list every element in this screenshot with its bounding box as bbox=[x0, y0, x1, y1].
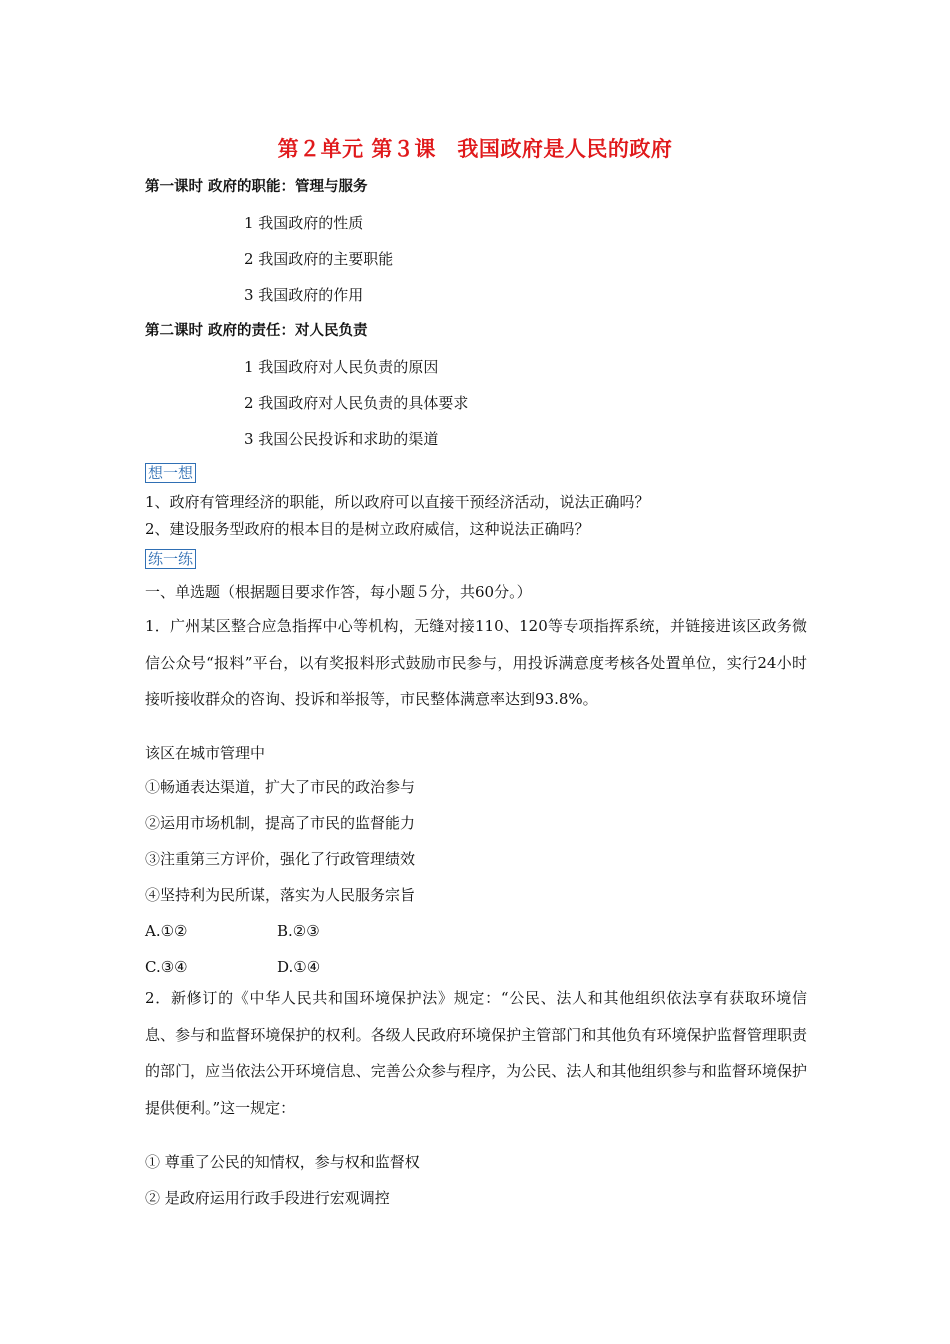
page-title: 第２单元 第３课 我国政府是人民的政府 bbox=[277, 137, 673, 161]
think-label: 想一想 bbox=[145, 463, 196, 483]
lesson1-heading: 第一课时 政府的职能：管理与服务 bbox=[145, 179, 368, 195]
question-1-option-d: D.①④ bbox=[277, 958, 321, 976]
practice-label: 练一练 bbox=[145, 549, 196, 569]
section-heading: 一、单选题（根据题目要求作答，每小题５分，共60分。） bbox=[145, 583, 532, 601]
lesson2-item: 3 我国公民投诉和求助的渠道 bbox=[244, 430, 439, 448]
question-1-option-a: A.①② bbox=[145, 922, 188, 940]
question-1-stem: 1．广州某区整合应急指挥中心等机构，无缝对接110、120等专项指挥系统，并链接进该区政务微信公众号“报料”平台，以有奖报料形式鼓励市民参与，用投诉满意度考核各处置单位，实行24小时接听接收群众的咨询、投诉和举报等，市民整体满意率达到93.8%。 bbox=[145, 617, 807, 708]
question-1-statement: ③注重第三方评价，强化了行政管理绩效 bbox=[145, 850, 416, 868]
question-2-statement: ② 是政府运用行政手段进行宏观调控 bbox=[145, 1189, 390, 1207]
question-2-stem: 2．新修订的《中华人民共和国环境保护法》规定：“公民、法人和其他组织依法享有获取环境信息、参与和监督环境保护的权利。各级人民政府环境保护主管部门和其他负有环境保护监督管理职责的部门，应当依法公开环境信息、完善公众参与程序，为公民、法人和其他组织参与和监督环境保护提供便利。”这一规定： bbox=[145, 989, 807, 1117]
question-1-lead: 该区在城市管理中 bbox=[145, 744, 266, 762]
question-1-statement: ④坚持利为民所谋，落实为人民服务宗旨 bbox=[145, 886, 416, 904]
lesson1-item: 1 我国政府的性质 bbox=[244, 214, 364, 232]
lesson2-heading: 第二课时 政府的责任：对人民负责 bbox=[145, 323, 368, 339]
question-1-option-b: B.②③ bbox=[277, 922, 320, 940]
lesson1-item: 2 我国政府的主要职能 bbox=[244, 250, 394, 268]
lesson1-item: 3 我国政府的作用 bbox=[244, 286, 364, 304]
lesson2-item: 2 我国政府对人民负责的具体要求 bbox=[244, 394, 469, 412]
question-1-statement: ①畅通表达渠道，扩大了市民的政治参与 bbox=[145, 778, 416, 796]
think-question: 1、政府有管理经济的职能，所以政府可以直接干预经济活动，说法正确吗？ bbox=[145, 493, 650, 511]
question-1-option-c: C.③④ bbox=[145, 958, 188, 976]
question-1-statement: ②运用市场机制，提高了市民的监督能力 bbox=[145, 814, 416, 832]
question-2-statement: ① 尊重了公民的知情权，参与权和监督权 bbox=[145, 1153, 420, 1171]
lesson2-item: 1 我国政府对人民负责的原因 bbox=[244, 358, 439, 376]
think-question: 2、建设服务型政府的根本目的是树立政府威信，这种说法正确吗？ bbox=[145, 520, 590, 538]
